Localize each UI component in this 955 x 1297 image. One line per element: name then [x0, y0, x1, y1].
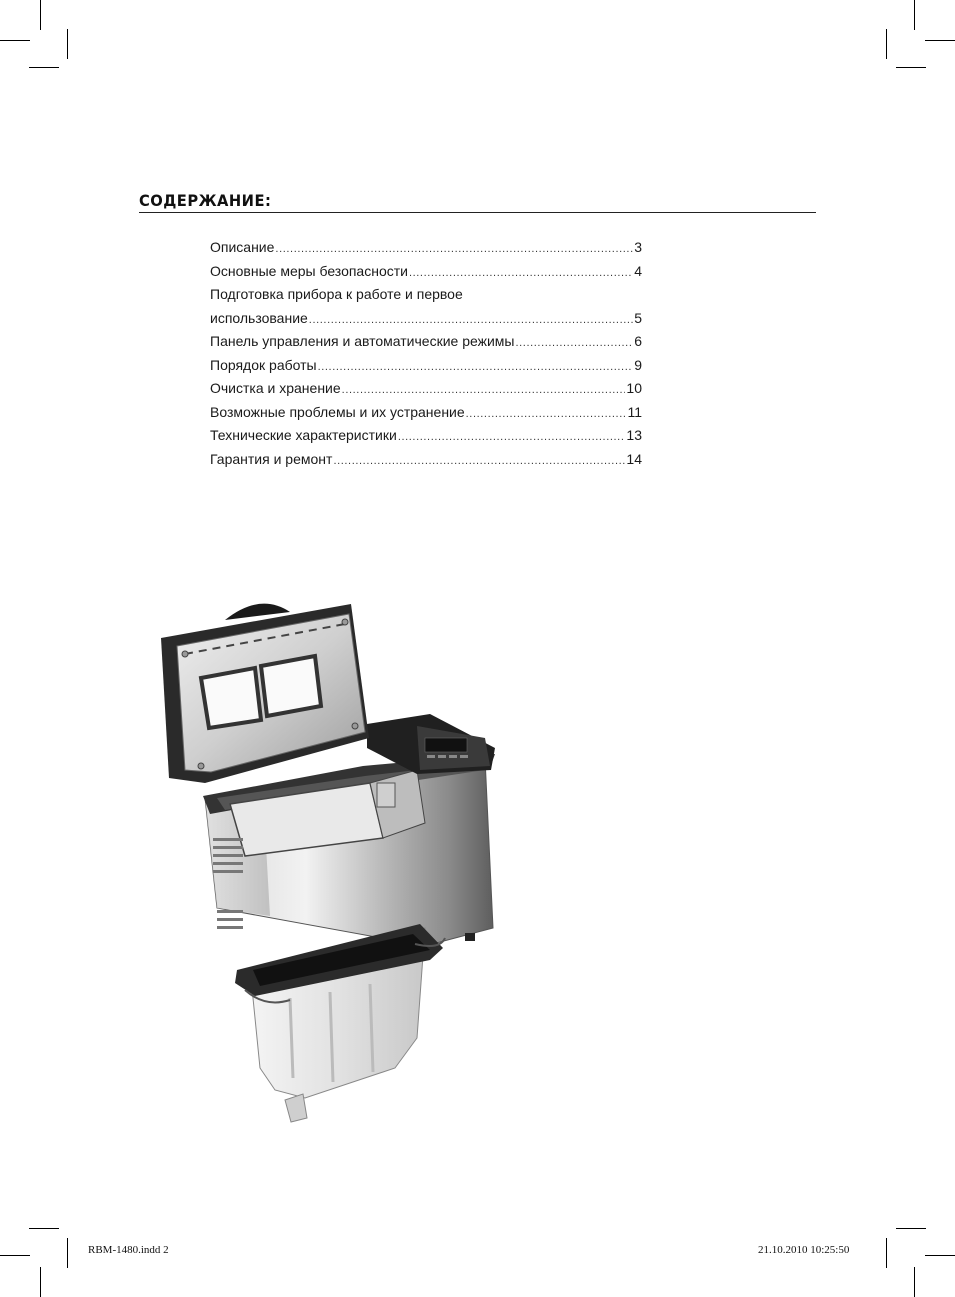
toc-entry-page: 5: [634, 309, 642, 326]
toc-entry-page: 11: [627, 403, 642, 420]
print-slug-timestamp: 21.10.2010 10:25:50: [758, 1244, 850, 1256]
toc-leader-dots: [409, 267, 633, 279]
toc-entry[interactable]: [210, 404, 642, 428]
crop-mark: [0, 40, 30, 41]
toc-entry[interactable]: [210, 380, 642, 404]
toc-entry[interactable]: [210, 310, 642, 334]
toc-entry-title: Очистка и хранение: [210, 380, 341, 396]
crop-mark: [67, 1238, 68, 1268]
toc-entry-title: Описание: [210, 239, 275, 255]
crop-mark: [29, 1228, 59, 1229]
toc-leader-dots: [309, 314, 633, 326]
toc-leader-dots: [516, 337, 634, 349]
open-lid: [161, 604, 369, 783]
toc-leader-dots: [333, 455, 625, 467]
bread-maker-body: [203, 754, 495, 946]
crop-mark: [896, 67, 926, 68]
crop-mark: [925, 40, 955, 41]
toc-leader-dots: [398, 431, 626, 443]
table-of-contents: [210, 239, 642, 474]
bread-maker-illustration: [155, 598, 525, 1128]
toc-entry-page: 13: [626, 427, 642, 443]
crop-mark: [40, 1267, 41, 1297]
print-slug-file: RBM-1480.indd 2: [88, 1244, 169, 1256]
crop-mark: [67, 29, 68, 59]
toc-entry-title: Возможные проблемы и их устранение: [210, 403, 465, 420]
toc-entry-page: 4: [634, 262, 642, 279]
toc-entry[interactable]: [210, 427, 642, 451]
contents-heading: [139, 191, 816, 213]
toc-entry-title: Подготовка прибора к работе и первое: [210, 286, 463, 302]
contents-heading-text: СОДЕРЖАНИЕ:: [139, 191, 272, 210]
crop-mark: [914, 1267, 915, 1297]
toc-leader-dots: [275, 243, 633, 255]
toc-entry-page: 6: [634, 333, 642, 349]
toc-entry-page: 14: [626, 450, 642, 467]
toc-entry-title: Порядок работы: [210, 356, 317, 373]
toc-entry-page: 10: [626, 380, 642, 396]
toc-entry-page: 9: [634, 356, 642, 373]
toc-leader-dots: [466, 408, 627, 420]
crop-mark: [29, 67, 59, 68]
crop-mark: [925, 1255, 955, 1256]
toc-entry[interactable]: [210, 333, 642, 357]
toc-entry-title: Гарантия и ремонт: [210, 450, 333, 467]
crop-mark: [886, 29, 887, 59]
toc-entry-title: Основные меры безопасности: [210, 262, 408, 279]
toc-entry[interactable]: [210, 451, 642, 475]
toc-leader-dots: [318, 361, 634, 373]
crop-mark: [40, 0, 41, 30]
crop-mark: [0, 1255, 30, 1256]
toc-entry-title: Технические характеристики: [210, 427, 397, 443]
crop-mark: [914, 0, 915, 30]
toc-leader-dots: [342, 384, 626, 396]
toc-entry[interactable]: [210, 286, 642, 310]
toc-entry[interactable]: [210, 263, 642, 287]
crop-mark: [896, 1228, 926, 1229]
bread-pan: [235, 924, 445, 1122]
toc-entry-title: Панель управления и автоматические режимы: [210, 333, 515, 349]
crop-mark: [886, 1238, 887, 1268]
toc-entry[interactable]: [210, 357, 642, 381]
toc-entry-page: 3: [634, 239, 642, 255]
toc-entry[interactable]: [210, 239, 642, 263]
toc-entry-title: использование: [210, 309, 308, 326]
